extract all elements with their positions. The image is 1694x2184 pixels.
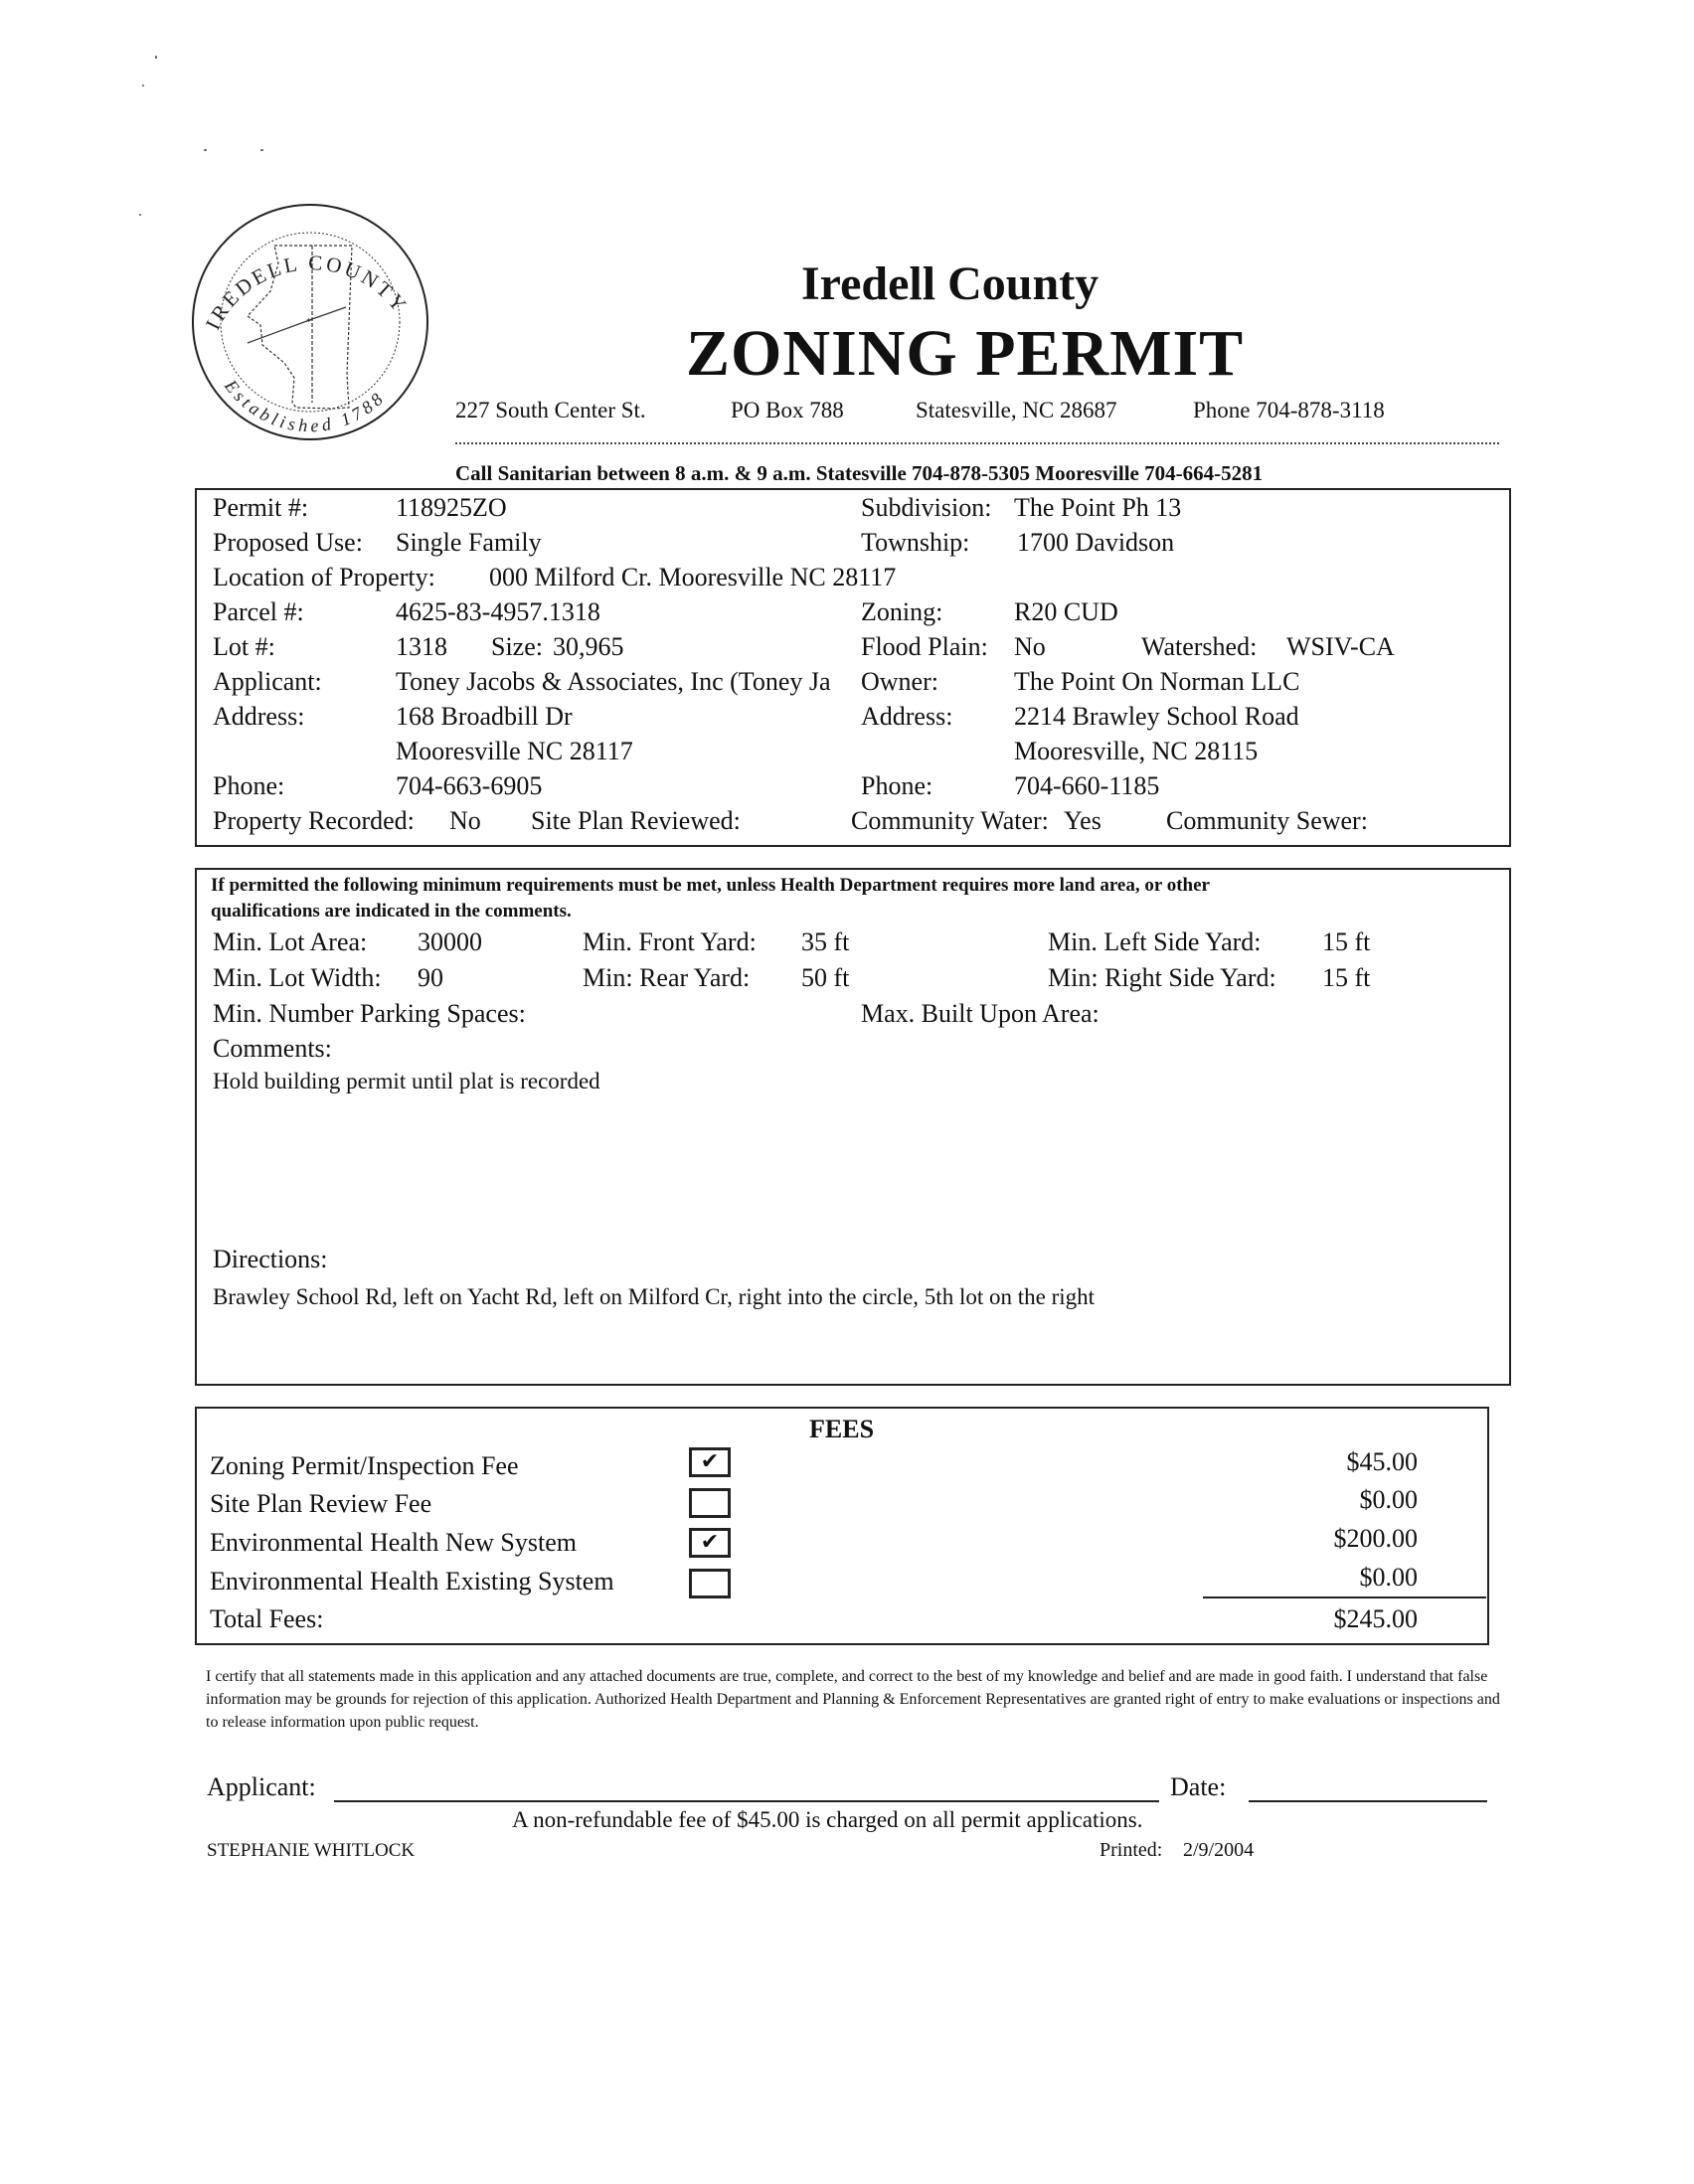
size-label: Size: <box>491 632 543 661</box>
owner-value: The Point On Norman LLC <box>1014 667 1300 696</box>
directions-label: Directions: <box>213 1245 328 1273</box>
fee-checkbox[interactable]: ✔ <box>689 1447 731 1477</box>
location-value: 000 Milford Cr. Mooresville NC 28117 <box>489 563 897 591</box>
min-rear-yard-value: 50 ft <box>801 963 850 992</box>
owner-address-label: Address: <box>861 702 953 731</box>
township-value: 1700 Davidson <box>1017 528 1175 557</box>
watershed-value: WSIV-CA <box>1286 632 1395 661</box>
total-fees-value: $245.00 <box>1333 1604 1418 1633</box>
applicant-signature-label: Applicant: <box>207 1772 316 1801</box>
scan-speck <box>142 84 144 86</box>
certification-text: I certify that all statements made in this application and any attached documents are true, complete, and correct to the best of my knowledge and belief and are made in good faith. I understand that false information may be grounds for rejection of this application. Authorized Health Department and Planning & Enforcement Representatives are granted right of entry to make evaluations or inspections and to release information upon public request. <box>206 1668 1500 1731</box>
applicant-address-label: Address: <box>213 702 305 731</box>
min-front-yard-label: Min. Front Yard: <box>583 927 757 956</box>
owner-phone-value: 704-660-1185 <box>1014 771 1160 800</box>
zoning-value: R20 CUD <box>1014 597 1118 626</box>
office-phone: Phone 704-878-3118 <box>1193 398 1385 422</box>
comments-label: Comments: <box>213 1034 332 1063</box>
fee-amount: $0.00 <box>1359 1485 1418 1514</box>
permit-number-value: 118925ZO <box>396 493 507 522</box>
lot-label: Lot #: <box>213 632 275 661</box>
proposed-use-value: Single Family <box>396 528 542 557</box>
owner-phone-label: Phone: <box>861 771 933 800</box>
header-divider <box>455 442 1499 444</box>
flood-plain-label: Flood Plain: <box>861 632 988 661</box>
fee-amount: $0.00 <box>1359 1563 1418 1592</box>
community-sewer-label: Community Sewer: <box>1166 806 1368 835</box>
fee-notice: A non-refundable fee of $45.00 is charged on all permit applications. <box>512 1807 1143 1832</box>
township-label: Township: <box>861 528 970 557</box>
office-street: 227 South Center St. <box>455 398 646 422</box>
min-lot-width-value: 90 <box>418 963 443 992</box>
date-signature-line[interactable] <box>1249 1800 1487 1802</box>
sanitarian-notice: Call Sanitarian between 8 a.m. & 9 a.m. Statesville 704-878-5305 Mooresville 704-664-5281 <box>455 461 1264 485</box>
seal-top-text: IREDELL COUNTY <box>200 251 414 334</box>
parcel-label: Parcel #: <box>213 597 304 626</box>
applicant-value: Toney Jacobs & Associates, Inc (Toney Ja <box>396 667 831 696</box>
property-recorded-label: Property Recorded: <box>213 806 415 835</box>
comments-value: Hold building permit until plat is recorded <box>213 1069 600 1093</box>
fee-amount: $45.00 <box>1346 1447 1418 1476</box>
min-parking-label: Min. Number Parking Spaces: <box>213 999 526 1028</box>
owner-address-line2: Mooresville, NC 28115 <box>1014 737 1259 765</box>
page-title: ZONING PERMIT <box>686 317 1245 390</box>
zoning-label: Zoning: <box>861 597 943 626</box>
site-plan-label: Site Plan Reviewed: <box>531 806 741 835</box>
fee-label: Environmental Health Existing System <box>210 1567 614 1596</box>
total-fees-label: Total Fees: <box>210 1604 324 1633</box>
min-lot-width-label: Min. Lot Width: <box>213 963 382 992</box>
watershed-label: Watershed: <box>1141 632 1258 661</box>
min-lot-area-value: 30000 <box>418 927 482 956</box>
min-rear-yard-label: Min: Rear Yard: <box>583 963 751 992</box>
issued-by: STEPHANIE WHITLOCK <box>207 1840 416 1861</box>
office-city: Statesville, NC 28687 <box>916 398 1117 422</box>
community-water-label: Community Water: <box>851 806 1049 835</box>
fee-label: Site Plan Review Fee <box>210 1489 432 1518</box>
min-left-side-yard-label: Min. Left Side Yard: <box>1048 927 1262 956</box>
directions-value: Brawley School Rd, left on Yacht Rd, left on Milford Cr, right into the circle, 5th lot on the right <box>213 1284 1096 1309</box>
lot-value: 1318 <box>396 632 447 661</box>
subdivision-label: Subdivision: <box>861 493 992 522</box>
fee-label: Zoning Permit/Inspection Fee <box>210 1451 519 1480</box>
requirements-notice-line2: qualifications are indicated in the comments. <box>211 901 572 922</box>
seal-bottom-text: Established 1788 <box>221 376 390 436</box>
owner-address-line1: 2214 Brawley School Road <box>1014 702 1299 731</box>
proposed-use-label: Proposed Use: <box>213 528 363 557</box>
scan-speck <box>204 149 207 151</box>
fees-title: FEES <box>809 1415 875 1443</box>
max-built-upon-label: Max. Built Upon Area: <box>861 999 1100 1028</box>
date-label: Date: <box>1170 1772 1227 1801</box>
county-name: Iredell County <box>801 257 1100 310</box>
total-divider <box>1203 1596 1486 1598</box>
permit-number-label: Permit #: <box>213 493 309 522</box>
applicant-phone-label: Phone: <box>213 771 285 800</box>
applicant-phone-value: 704-663-6905 <box>396 771 543 800</box>
property-recorded-value: No <box>449 806 481 835</box>
fee-checkbox[interactable]: ✔ <box>689 1528 731 1558</box>
applicant-address-line2: Mooresville NC 28117 <box>396 737 633 765</box>
county-seal-logo <box>185 204 435 440</box>
scan-speck <box>139 214 141 216</box>
size-value: 30,965 <box>553 632 624 661</box>
min-left-side-yard-value: 15 ft <box>1322 927 1371 956</box>
min-right-side-yard-value: 15 ft <box>1322 963 1371 992</box>
flood-plain-value: No <box>1014 632 1046 661</box>
printed-label: Printed: <box>1100 1839 1163 1861</box>
scan-speck <box>260 149 263 151</box>
scan-speck <box>155 56 157 59</box>
applicant-signature-line[interactable] <box>334 1800 1159 1802</box>
location-label: Location of Property: <box>213 563 435 591</box>
fee-amount: $200.00 <box>1333 1524 1418 1553</box>
min-right-side-yard-label: Min: Right Side Yard: <box>1048 963 1276 992</box>
applicant-address-line1: 168 Broadbill Dr <box>396 702 573 731</box>
fee-label: Environmental Health New System <box>210 1528 577 1557</box>
parcel-value: 4625-83-4957.1318 <box>396 597 600 626</box>
fee-checkbox[interactable] <box>689 1569 731 1598</box>
applicant-label: Applicant: <box>213 667 322 696</box>
svg-text:*: * <box>306 317 311 328</box>
community-water-value: Yes <box>1064 806 1101 835</box>
min-lot-area-label: Min. Lot Area: <box>213 927 368 956</box>
printed-date: 2/9/2004 <box>1183 1839 1255 1861</box>
owner-label: Owner: <box>861 667 938 696</box>
fee-checkbox[interactable] <box>689 1488 731 1518</box>
min-front-yard-value: 35 ft <box>801 927 850 956</box>
requirements-notice-line1: If permitted the following minimum requirements must be met, unless Health Department requires more land area, or other <box>211 875 1210 896</box>
office-po-box: PO Box 788 <box>731 398 844 422</box>
subdivision-value: The Point Ph 13 <box>1014 493 1182 522</box>
